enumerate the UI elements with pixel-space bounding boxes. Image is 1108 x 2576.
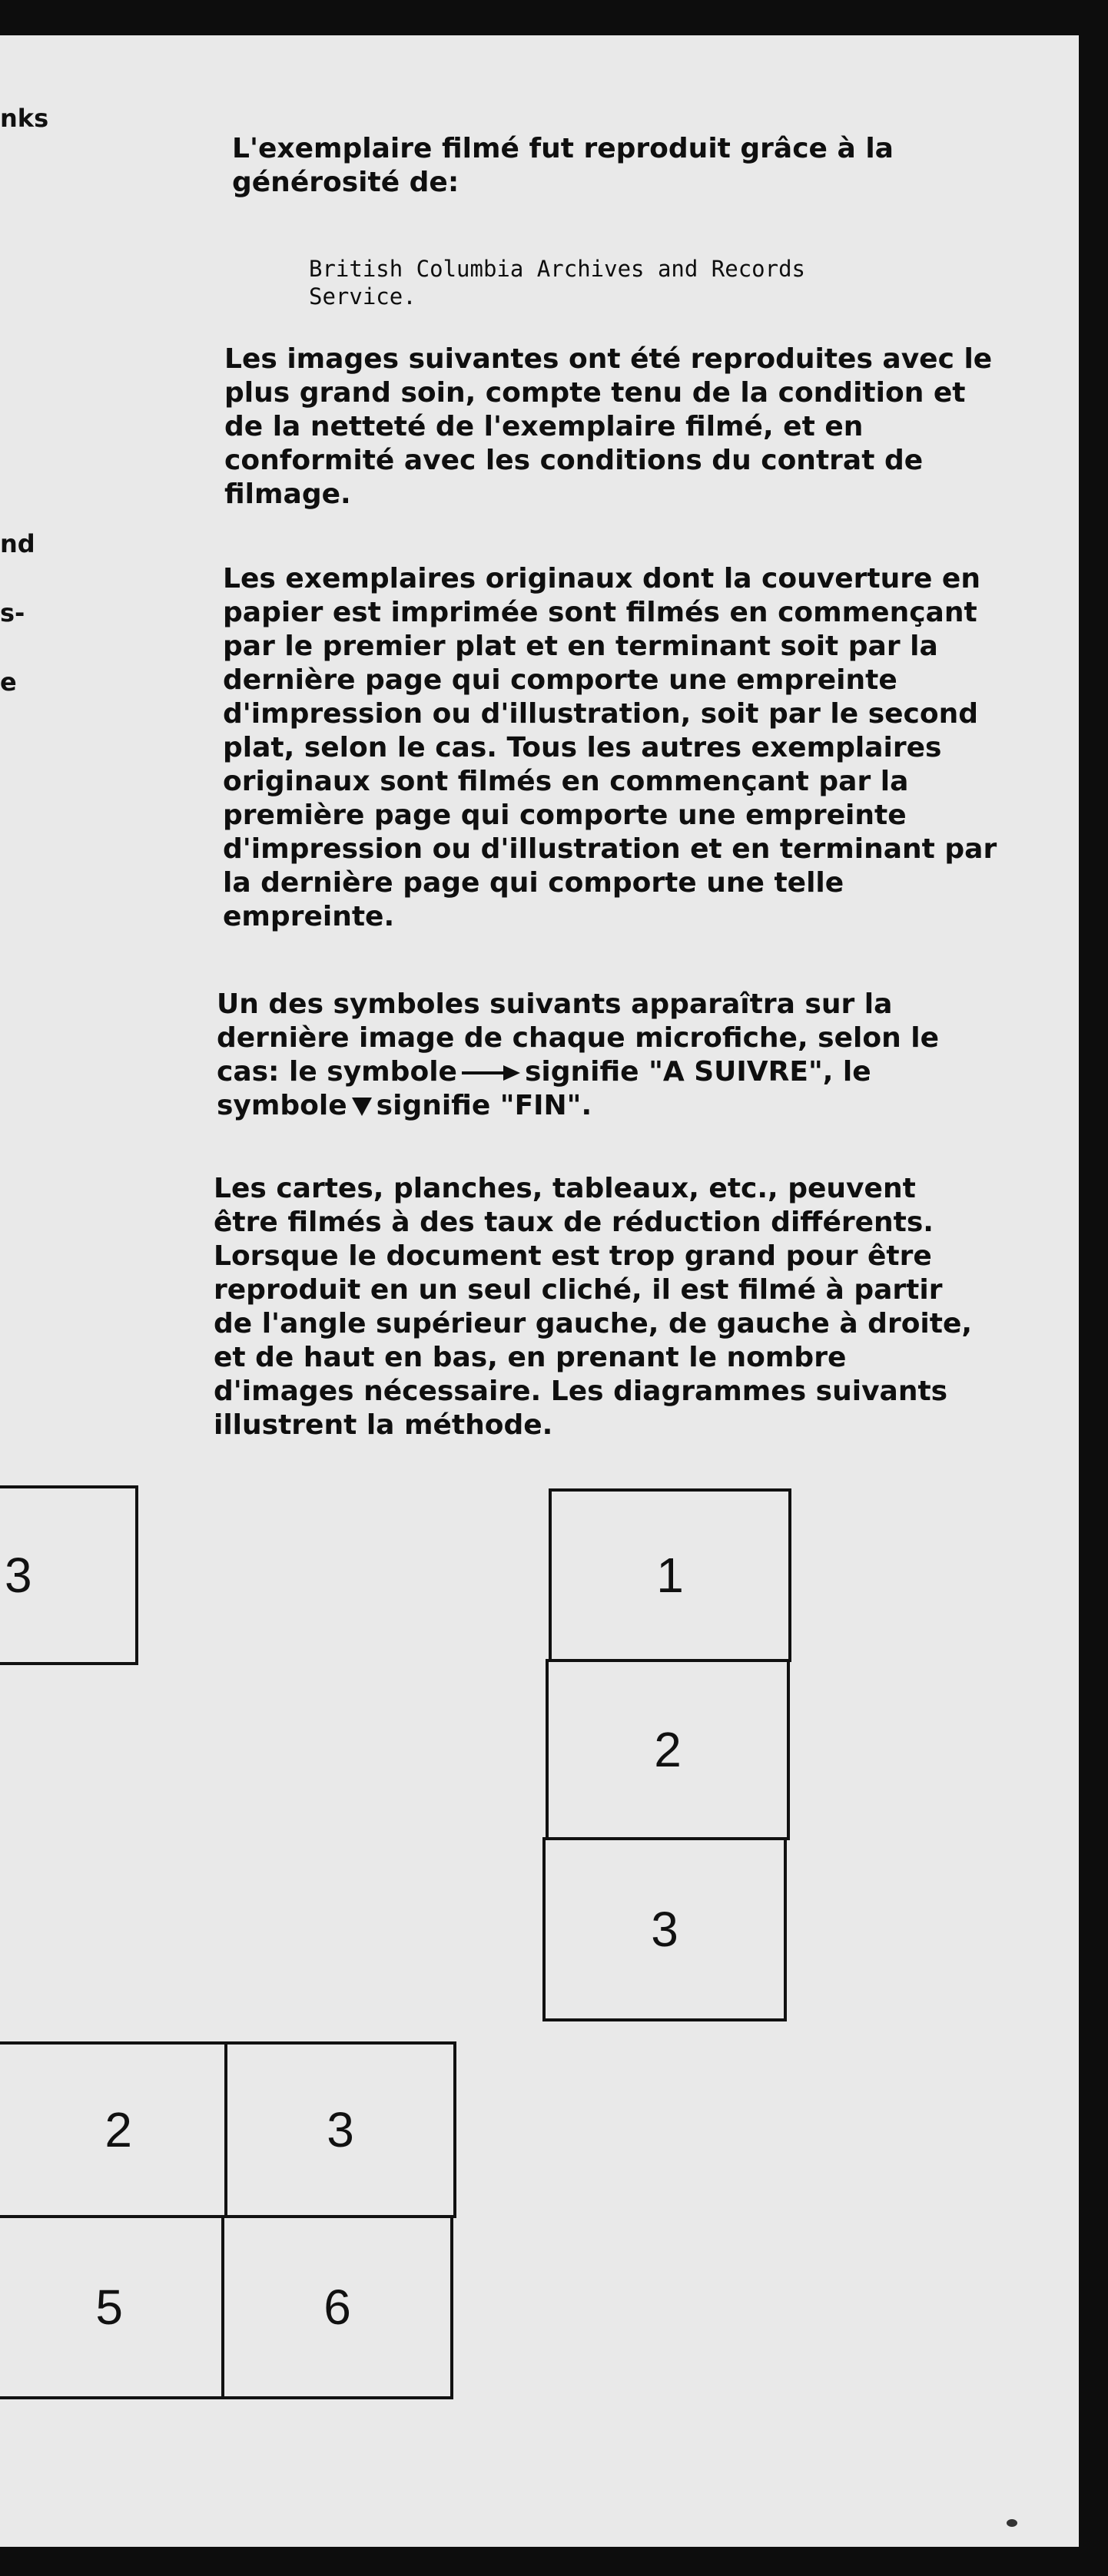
- margin-fragment-4: e: [0, 667, 17, 697]
- symbols-text-3: signifie "FIN".: [376, 1090, 592, 1121]
- symbols-paragraph: [217, 988, 977, 1123]
- film-border-right: [1079, 0, 1108, 2576]
- film-page: [0, 35, 1079, 2547]
- intro-paragraph: L'exemplaire filmé fut reproduit grâce à la générosité de:: [232, 133, 894, 198]
- source-institution: British Columbia Archives and Records Service.: [309, 256, 806, 310]
- symbols-text-2: signifie "A SUIVRE", le symbole: [217, 1056, 871, 1121]
- originals-paragraph: Les exemplaires originaux dont la couverture en papier est imprimée sont filmés en commençant par le premier plat et en terminant soit par la dernière page qui comporte une empreinte d'impression ou d'illustration, soit par le second plat, selon le cas. Tous les autres exemplaires originaux sont filmés en commençant par la première page qui comporte une empreinte d'impression ou d'illustration et en terminant par la dernière page qui comporte une telle empreinte.: [223, 563, 997, 932]
- grid-cell-3: 3: [224, 2041, 456, 2218]
- column-cell-1: 1: [549, 1488, 791, 1662]
- maps-paragraph: Les cartes, planches, tableaux, etc., peuvent être filmés à des taux de réduction différents. Lorsque le document est trop grand pour être reproduit en un seul cliché, il est filmé à partir de l'angle supérieur gauche, de gauche à droite, et de haut en bas, en prenant le nombre d'images nécessaire. Les diagrammes suivants illustrent la méthode.: [214, 1173, 973, 1441]
- symbols-text-1: Un des symboles suivants apparaîtra sur la dernière image de chaque microfiche, selon le cas: le symbole: [217, 988, 940, 1088]
- grid-cell-6: 6: [221, 2215, 453, 2399]
- left-row-cell-3: 3: [0, 1485, 138, 1665]
- margin-fragment-2: nd: [0, 529, 35, 558]
- column-cell-2: 2: [546, 1659, 790, 1840]
- arrow-symbol-icon: [462, 1067, 520, 1079]
- margin-fragment-3: s-: [0, 598, 25, 627]
- grid-cell-5: 5: [0, 2215, 224, 2399]
- margin-fragment-1: nks: [0, 104, 49, 133]
- grid-cell-2: 2: [0, 2041, 227, 2218]
- film-speck-2: [1007, 2519, 1017, 2527]
- column-cell-3: 3: [542, 1837, 787, 2021]
- triangle-symbol-icon: [352, 1098, 372, 1116]
- images-paragraph: Les images suivantes ont été reproduites avec le plus grand soin, compte tenu de la condition et de la netteté de l'exemplaire filmé, et en conformité avec les conditions du contrat de filmage.: [224, 343, 993, 510]
